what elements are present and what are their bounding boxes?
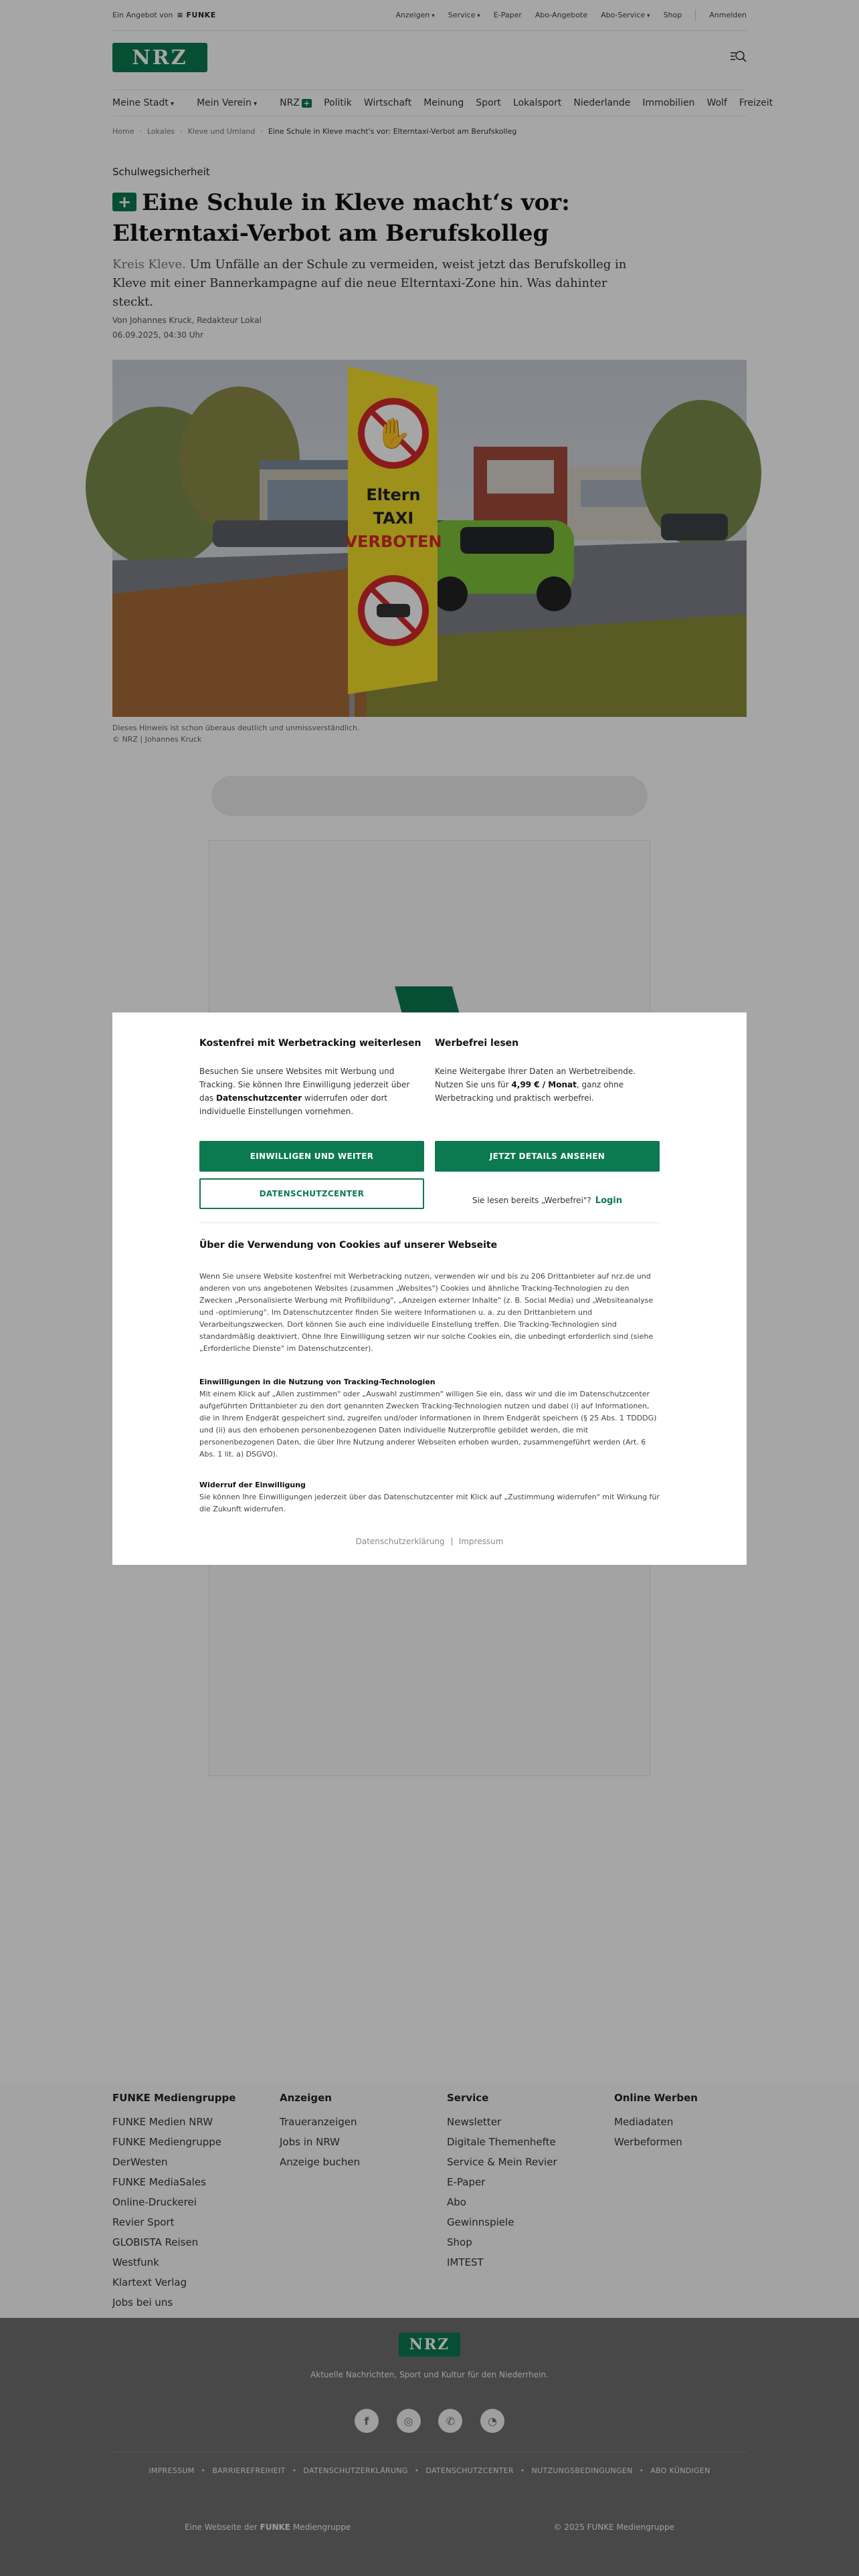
plus-badge: + [302, 99, 312, 108]
details-button[interactable]: JETZT DETAILS ANSEHEN [435, 1141, 660, 1172]
revoke-section [199, 1479, 660, 1515]
sign-line-1: Eltern [366, 486, 421, 504]
sign-line-3: VERBOTEN [345, 532, 442, 551]
legal-abo-kuendigen[interactable]: ABO KÜNDIGEN [650, 2466, 710, 2475]
offer-label: Ein Angebot von [112, 11, 173, 19]
revoke-text: Sie können Ihre Einwilligungen jederzeit über das Datenschutzcenter mit Klick auf „Zustimmung widerrufen" mit Wirkung für die Zukunft widerrufen. [199, 1493, 660, 1513]
privacy-center-link[interactable]: Datenschutzcenter [216, 1093, 302, 1103]
publish-date: 06.09.2025, 04:30 Uhr [112, 330, 204, 340]
top-link-shop[interactable]: Shop [663, 11, 682, 19]
top-link-service[interactable]: Service ▾ [448, 11, 480, 19]
cookies-title: Über die Verwendung von Cookies auf unserer Webseite [199, 1240, 498, 1251]
consent-option-tracking [199, 1038, 424, 1126]
price: 4,99 € / Monat [511, 1080, 577, 1089]
footer-link[interactable]: Westfunk [112, 2256, 159, 2268]
footer-link[interactable]: FUNKE MediaSales [112, 2176, 206, 2188]
funke-logo[interactable]: ≡ FUNKE [177, 11, 215, 19]
nav-item-niederlande[interactable]: Niederlande [573, 98, 631, 108]
whatsapp-icon[interactable]: ✆ [438, 2409, 462, 2433]
already-subscribed [435, 1185, 660, 1216]
footer-link[interactable]: IMTEST [447, 2256, 484, 2268]
separator-dot: • [292, 2466, 297, 2475]
consent-right-text [435, 1065, 660, 1126]
separator-dot: • [414, 2466, 419, 2475]
separator-dot: • [520, 2466, 525, 2475]
article-kicker: Schulwegsicherheit [112, 166, 210, 178]
breadcrumb-separator: · [260, 127, 263, 136]
footer-col-title: Anzeigen [280, 2092, 332, 2104]
top-link-abo-angebote[interactable]: Abo-Angebote [535, 11, 588, 19]
login-link[interactable]: Anmelden [709, 11, 747, 19]
legal-datenschutzcenter[interactable]: DATENSCHUTZCENTER [425, 2466, 514, 2475]
privacy-center-button[interactable]: DATENSCHUTZCENTER [199, 1178, 424, 1209]
nav-item-sport[interactable]: Sport [476, 98, 501, 108]
footer-link[interactable]: Abo [447, 2196, 466, 2208]
top-link-epaper[interactable]: E-Paper [493, 11, 522, 19]
breadcrumb-lokales[interactable]: Lokales [147, 127, 175, 136]
svg-text:✋: ✋ [375, 417, 412, 451]
footer-link[interactable]: Jobs in NRW [280, 2136, 341, 2148]
nav-my-city[interactable]: Meine Stadt ▾ [112, 98, 174, 108]
consent-right-title: Werbefrei lesen [435, 1038, 519, 1049]
author[interactable]: Von Johannes Kruck, Redakteur Lokal [112, 316, 262, 325]
already-text: Sie lesen bereits „Werbefrei"? [472, 1196, 591, 1205]
caption-text: Dieses Hinweis ist schon überaus deutlich und unmissverständlich. [112, 724, 360, 732]
breadcrumb-home[interactable]: Home [112, 127, 134, 136]
nav-item-freizeit[interactable]: Freizeit [739, 98, 773, 108]
copyright: © 2025 FUNKE Mediengruppe [553, 2523, 674, 2532]
divider [199, 1222, 660, 1223]
separator-dot: • [201, 2466, 206, 2475]
breadcrumb-separator: · [180, 127, 183, 136]
nav-item-meinung[interactable]: Meinung [423, 98, 464, 108]
publisher-brand[interactable]: FUNKE [260, 2523, 290, 2532]
footer-link[interactable]: Traueranzeigen [280, 2116, 357, 2128]
nav-item-politik[interactable]: Politik [324, 98, 352, 108]
footer-tagline: Aktuelle Nachrichten, Sport und Kultur für den Niederrhein. [310, 2370, 549, 2379]
footer-link[interactable]: Online-Druckerei [112, 2196, 197, 2208]
consent-left-title: Kostenfrei mit Werbetracking weiterlesen [199, 1038, 421, 1049]
footer-link[interactable]: Mediadaten [614, 2116, 674, 2128]
headline-text: Eine Schule in Kleve macht‘s vor: Elterntaxi-Verbot am Berufskolleg [112, 189, 570, 247]
consent-left-text-2: widerrufen oder dort individuelle Einstellungen vornehmen. [199, 1093, 388, 1116]
footer-link[interactable]: Jobs bei uns [112, 2296, 173, 2309]
footer-link[interactable]: Gewinnspiele [447, 2216, 514, 2228]
revoke-title: Widerruf der Einwilligung [199, 1481, 306, 1489]
consent-footer [112, 1537, 747, 1546]
footer-link[interactable]: Anzeige buchen [280, 2156, 361, 2168]
nav-item-wirtschaft[interactable]: Wirtschaft [363, 98, 412, 108]
separator-dot: • [639, 2466, 644, 2475]
footer-link[interactable]: Service & Mein Revier [447, 2156, 557, 2168]
consent-left-text [199, 1065, 424, 1126]
nav-my-club[interactable]: Mein Verein ▾ [197, 98, 257, 108]
footer-link[interactable]: Revier Sport [112, 2216, 175, 2228]
consent-right-text-2: , ganz ohne Werbetracking und praktisch werbefrei. [435, 1080, 624, 1103]
cookies-text: Wenn Sie unsere Website kostenfrei mit Werbetracking nutzen, verwenden wir und bis zu 206 Drittanbieter auf nrz.de und anderen von uns angebotenen Websites (zusammen „Websites") Cookies und ähnliche Tracking-Technologien zu den Zwecken „Personalisierte Werbung mit Profilbildung", „Anzeigen externer Inhalte" (z. B. Social Media) und „Websiteanalyse und -optimierung". Im Datenschutzcenter finden Sie weitere Informationen u. a. zu den Drittanbietern und Verarbeitungszwecken. Dort können Sie auch eine individuelle Einstellung treffen. Die Tracking-Technologien sind standardmäßig deaktiviert. Ohne Ihre Einwilligung setzen wir nur solche Cookies ein, die unbedingt erforderlich sind (siehe „Erforderliche Dienste" im Datenschutzcenter). [199, 1272, 654, 1353]
facebook-icon[interactable]: f [355, 2409, 379, 2433]
consent-left-text-1: Besuchen Sie unsere Websites mit Werbung und Tracking. Sie können Ihre Einwilligung jederzeit über das [199, 1067, 410, 1103]
nav-item-immobilien[interactable]: Immobilien [642, 98, 695, 108]
footer-col-title: FUNKE Mediengruppe [112, 2092, 236, 2104]
publisher-suffix: Mediengruppe [292, 2523, 351, 2532]
legal-barrierefreiheit[interactable]: BARRIEREFREIHEIT [212, 2466, 286, 2475]
footer-link[interactable]: Shop [447, 2236, 472, 2248]
teaser-text: Um Unfälle an der Schule zu vermeiden, weist jetzt das Berufskolleg in Kleve mit einer Bannerkampagne auf die neue Elterntaxi-Zone hin. Was dahinter steckt. [112, 257, 627, 309]
privacy-policy-link[interactable]: Datenschutzerklärung [355, 1537, 445, 1546]
instagram-icon[interactable]: ◎ [397, 2409, 421, 2433]
legal-datenschutzerklaerung[interactable]: DATENSCHUTZERKLÄRUNG [303, 2466, 408, 2475]
nav-item-lokalsport[interactable]: Lokalsport [512, 98, 562, 108]
breadcrumb-current: Eine Schule in Kleve macht's vor: Elterntaxi-Verbot am Berufskolleg [268, 127, 517, 136]
top-link-anzeigen[interactable]: Anzeigen ▾ [396, 11, 435, 19]
footer-link[interactable]: Digitale Themenhefte [447, 2136, 556, 2148]
footer-link[interactable]: Newsletter [447, 2116, 502, 2128]
nrz-logo[interactable]: NRZ [112, 43, 207, 72]
tracking-consent-title: Einwilligungen in die Nutzung von Tracking-Technologien [199, 1378, 436, 1386]
publisher-prefix: Eine Webseite der [185, 2523, 258, 2532]
breadcrumb-separator: · [139, 127, 142, 136]
accept-button[interactable]: EINWILLIGEN UND WEITER [199, 1141, 424, 1172]
footer-link[interactable]: DerWesten [112, 2156, 168, 2168]
rss-icon[interactable]: ◔ [480, 2409, 504, 2433]
plus-badge: + [112, 193, 136, 211]
footer-nrz-logo[interactable]: NRZ [399, 2333, 460, 2357]
footer-link[interactable]: Werbeformen [614, 2136, 682, 2148]
footer-link[interactable]: FUNKE Mediengruppe [112, 2136, 221, 2148]
legal-nutzungsbedingungen[interactable]: NUTZUNGSBEDINGUNGEN [531, 2466, 633, 2475]
sign-line-2: TAXI [373, 509, 414, 528]
footer-col-title: Service [447, 2092, 489, 2104]
image-credit: © NRZ | Johannes Kruck [112, 735, 202, 744]
consent-option-adfree [435, 1038, 660, 1126]
login-link[interactable]: Login [595, 1195, 623, 1206]
consent-modal [112, 1012, 747, 1565]
top-link-abo-service[interactable]: Abo-Service ▾ [601, 11, 650, 19]
breadcrumb-kleve[interactable]: Kleve und Umland [187, 127, 256, 136]
footer-link[interactable]: E-Paper [447, 2176, 486, 2188]
legal-impressum[interactable]: IMPRESSUM [149, 2466, 195, 2475]
footer-link[interactable]: FUNKE Medien NRW [112, 2116, 213, 2128]
imprint-link[interactable]: Impressum [458, 1537, 504, 1546]
tracking-consent-text: Mit einem Klick auf „Allen zustimmen" oder „Auswahl zustimmen" willigen Sie ein, dass wir und die im Datenschutzcenter aufgeführten Drittanbieter zu den dort genannten Zwecken Tracking-Technologien nutzen und dabei (i) auf Informationen, die in Ihrem Endgerät gespeichert sind, zugreifen und/oder Informationen in Ihrem Endgerät speichern (§ 25 Abs. 1 TDDDG) und (ii) aus den erhobenen personenbezogenen Daten individuelle Nutzerprofile gebildet werden, die mit personenbezogenen Daten, die über Ihre Nutzung anderer Webseiten erhoben wurden, zusammengeführt werden (Art. 6 Abs. 1 lit. a) DSGVO). [199, 1390, 657, 1459]
consent-right-text-1: Keine Weitergabe Ihrer Daten an Werbetreibende. Nutzen Sie uns für [435, 1067, 636, 1089]
footer-link[interactable]: GLOBISTA Reisen [112, 2236, 199, 2248]
tracking-consent-section [199, 1376, 660, 1461]
footer-link[interactable]: Klartext Verlag [112, 2276, 187, 2288]
footer-col-title: Online Werben [614, 2092, 698, 2104]
nav-item-wolf[interactable]: Wolf [706, 98, 727, 108]
nav-nrz-plus-label: NRZ [280, 98, 300, 108]
teaser-location: Kreis Kleve. [112, 257, 186, 272]
